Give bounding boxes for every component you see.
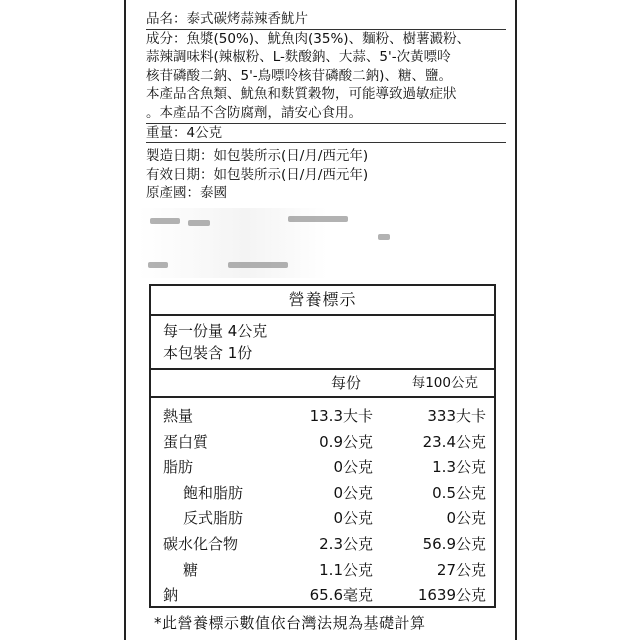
per-serving-value: 65.6毫克: [309, 586, 373, 605]
nutrition-facts-table: [149, 284, 496, 608]
smudge-mark: [150, 218, 180, 224]
nutrition-rows: [151, 398, 494, 609]
per-serving-value: 13.3大卡: [309, 407, 373, 425]
nutrient-name: 反式脂肪: [183, 509, 244, 528]
product-name: 品名：泰式碳烤蒜辣香魷片: [146, 10, 506, 30]
ingredients-line: 蒜辣調味料(辣椒粉、L-麩酸鈉、大蒜、5'-次黃嘌呤: [146, 49, 451, 66]
per-serving-value: 1.1公克: [319, 560, 373, 579]
per-serving-value: 0公克: [333, 509, 373, 528]
allergen-warning: 本產品含魚類、魷魚和麩質穀物，可能導致過敏症狀: [146, 86, 457, 103]
header-blank: [151, 370, 269, 396]
nutrition-row: [151, 532, 494, 558]
nutrition-row: [151, 430, 494, 456]
nutrition-row: [151, 506, 494, 532]
nutrient-name: 飽和脂肪: [183, 483, 244, 502]
nutrition-row: [151, 558, 494, 584]
per-100g-header: 每100公克: [411, 375, 478, 391]
manufacture-date: 製造日期：如包裝所示(日/月/西元年): [146, 148, 369, 165]
ingredients-line: 核苷磷酸二鈉、5'-鳥嘌呤核苷磷酸二鈉)、糖、鹽。: [146, 67, 452, 84]
per-100g-value: 27公克: [436, 560, 486, 579]
per-100g-value: 56.9公克: [422, 534, 486, 553]
serving-size: 每一份量 4公克: [163, 322, 268, 340]
per-100g-value: 1639公克: [417, 586, 486, 605]
country-of-origin: 原產國：泰國: [146, 185, 227, 202]
per-serving-value: 2.3公克: [319, 534, 373, 553]
per-serving-header: 每份: [330, 374, 361, 392]
nutrition-footnote: *此營養標示數值依台灣法規為基礎計算: [154, 614, 426, 632]
smudge-mark: [378, 234, 390, 240]
nutrient-name: 碳水化合物: [163, 534, 239, 553]
per-serving-value: 0公克: [333, 458, 373, 477]
smudge-mark: [288, 216, 348, 222]
per-100g-value: 333大卡: [427, 407, 486, 425]
product-info: [146, 10, 506, 203]
smudge-mark: [228, 262, 288, 268]
nutrition-row: [151, 455, 494, 481]
servings-per-pack: 本包裝含 1份: [163, 344, 253, 362]
product-label: [124, 0, 517, 640]
per-serving-value: 0.9公克: [319, 432, 373, 451]
nutrition-title: 營養標示: [151, 286, 494, 316]
net-weight: 重量：4公克: [146, 124, 506, 144]
per-100g-value: 0.5公克: [432, 483, 486, 502]
nutrient-name: 脂肪: [163, 458, 194, 477]
per-100g-value: 0公克: [446, 509, 486, 528]
per-100g-value: 1.3公克: [432, 458, 486, 477]
smudge-mark: [148, 262, 168, 268]
per-serving-value: 0公克: [333, 483, 373, 502]
nutrition-row: [151, 583, 494, 609]
ingredients-line: 成分：魚漿(50%)、魷魚肉(35%)、麵粉、樹薯澱粉、: [146, 30, 471, 47]
nutrition-row: [151, 404, 494, 430]
per-100g-value: 23.4公克: [422, 432, 486, 451]
nutrition-row: [151, 481, 494, 507]
expiry-date: 有效日期：如包裝所示(日/月/西元年): [146, 166, 369, 183]
smudge-mark: [188, 220, 210, 226]
nutrient-name: 蛋白質: [163, 432, 209, 451]
nutrient-name: 糖: [183, 560, 199, 579]
serving-info: [151, 316, 494, 370]
obscured-area: [138, 208, 408, 278]
nutrition-column-header: [151, 370, 494, 398]
nutrient-name: 鈉: [163, 586, 179, 605]
preservative-note: 。本產品不含防腐劑，請安心食用。: [146, 104, 506, 124]
nutrient-name: 熱量: [163, 407, 194, 425]
